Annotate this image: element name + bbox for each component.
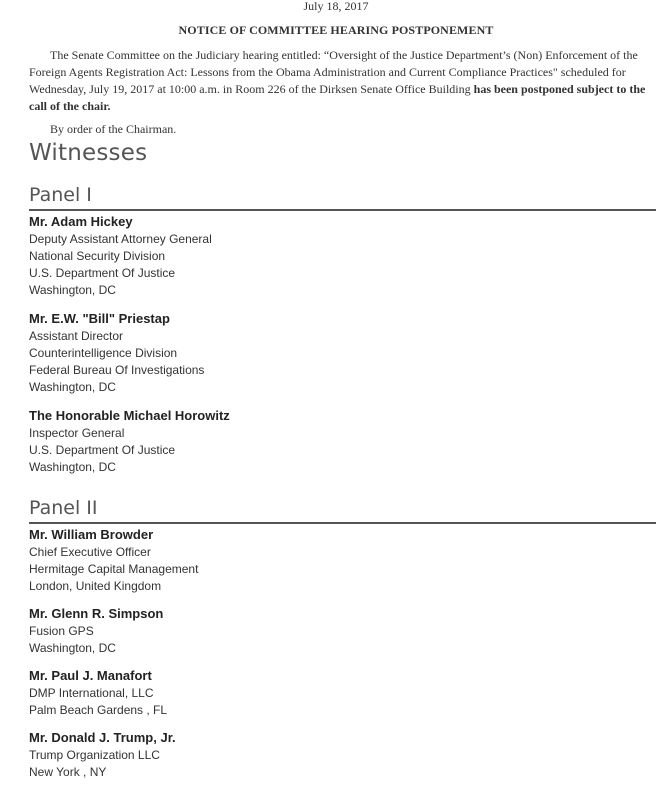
witnesses-heading: Witnesses [29,140,148,166]
notice-body-text: The Senate Committee on the Judiciary hearing entitled: “Oversight of the Justice Department’s (Non) Enforcement of the Foreign Agents Registration Act: Lessons from the Obama Administration and Current Compliance Practices" scheduled for Wednesday, July 19, 2017 at 10:00 a.m. in Room 226 of the Dirksen Senate Office Building [29,48,638,96]
panel-2 [29,496,656,781]
witness-title: Assistant Director [29,329,124,343]
notice-signoff: By order of the Chairman. [50,122,177,136]
witness-name: Mr. Adam Hickey [29,214,133,229]
witness-location: Washington, DC [29,283,116,297]
panel-1 [29,183,656,476]
witness-name: Mr. Paul J. Manafort [29,668,152,683]
witness-title: Chief Executive Officer [29,545,151,559]
notice-body [29,47,649,115]
witness-division: National Security Division [29,249,166,263]
witness-entry [29,310,656,396]
witness-title: Deputy Assistant Attorney General [29,232,212,246]
witness-title: Inspector General [29,426,125,440]
witness-organization: DMP International, LLC [29,686,154,700]
witness-location: Washington, DC [29,380,116,394]
witness-organization: Hermitage Capital Management [29,562,199,576]
witness-location: Washington, DC [29,460,116,474]
witness-name: Mr. E.W. "Bill" Priestap [29,311,170,326]
witness-organization: Fusion GPS [29,624,94,638]
witness-entry [29,605,656,657]
witness-entry [29,667,656,719]
witness-division: Counterintelligence Division [29,346,178,360]
witness-name: Mr. Donald J. Trump, Jr. [29,730,176,745]
witness-location: Washington, DC [29,641,116,655]
notice-date: July 18, 2017 [303,0,369,13]
witness-entry [29,213,656,299]
panel-heading: Panel II [29,496,656,524]
panel-heading: Panel I [29,183,656,211]
witness-entry [29,407,656,476]
witness-organization: Trump Organization LLC [29,748,160,762]
witness-name: Mr. William Browder [29,527,154,542]
notice-postponed-text: has been postponed subject to the call of the chair. [29,82,646,113]
witness-name: Mr. Glenn R. Simpson [29,606,164,621]
witness-name: The Honorable Michael Horowitz [29,408,230,423]
witness-location: London, United Kingdom [29,579,162,593]
witness-organization: U.S. Department Of Justice [29,443,176,457]
witness-location: New York , NY [29,765,107,779]
notice-title: NOTICE OF COMMITTEE HEARING POSTPONEMENT [178,23,494,37]
witness-location: Palm Beach Gardens , FL [29,703,168,717]
witness-entry [29,526,656,595]
witness-entry [29,729,656,781]
witness-organization: Federal Bureau Of Investigations [29,363,205,377]
witness-organization: U.S. Department Of Justice [29,266,176,280]
